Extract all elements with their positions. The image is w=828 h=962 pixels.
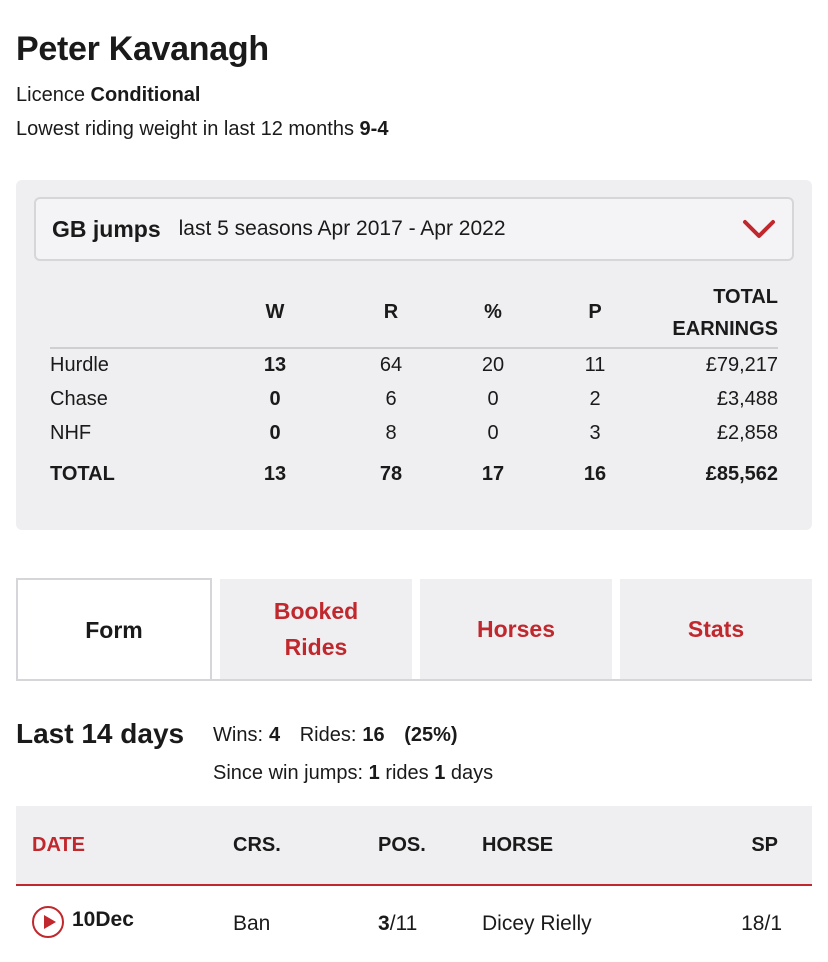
row-rides: 6 (385, 387, 397, 410)
row-percent: 20 (481, 354, 505, 376)
row-places: 11 (584, 354, 606, 376)
days-word: days (450, 762, 494, 784)
form-date: 10Dec (72, 908, 134, 931)
stats-row-hurdle (50, 348, 778, 382)
form-position (378, 912, 417, 936)
since-win-summary (213, 762, 493, 785)
selector-period: last 5 seasons Apr 2017 - Apr 2022 (178, 217, 506, 240)
col-position[interactable]: POS. (378, 834, 426, 856)
row-earnings: £3,488 (716, 387, 778, 410)
row-type: NHF (50, 421, 92, 444)
section-title: Last 14 days (16, 718, 185, 749)
row-places: 2 (589, 387, 601, 410)
stats-row-chase (50, 382, 778, 416)
wins-value: 4 (269, 724, 281, 746)
col-sp[interactable]: SP (751, 834, 778, 856)
total-rides: 78 (379, 462, 403, 485)
rides-word: rides (385, 762, 429, 784)
form-horse[interactable]: Dicey Rielly (482, 912, 592, 935)
col-date[interactable]: DATE (32, 834, 85, 856)
row-percent: 0 (487, 421, 499, 444)
row-wins: 13 (263, 354, 287, 376)
rides-value: 16 (362, 724, 385, 746)
jockey-name: Peter Kavanagh (16, 30, 269, 68)
weight-label: Lowest riding weight in last 12 months (16, 118, 354, 140)
row-wins: 0 (269, 387, 281, 410)
total-wins: 13 (263, 462, 287, 485)
win-percent: (25%) (404, 724, 458, 746)
total-earnings: £85,562 (705, 462, 778, 485)
row-places: 3 (589, 421, 601, 444)
row-wins: 0 (269, 421, 281, 444)
row-rides: 64 (379, 354, 403, 376)
licence-label: Licence (16, 84, 85, 106)
tab-bar (16, 578, 812, 680)
play-icon[interactable] (32, 906, 64, 938)
row-rides: 8 (385, 421, 397, 444)
col-horse[interactable]: HORSE (482, 834, 554, 856)
chevron-down-icon[interactable] (742, 217, 776, 241)
stats-header-rides: R (340, 278, 442, 348)
stats-header-earnings (646, 278, 778, 348)
earnings-header-line1: TOTAL (713, 285, 778, 308)
since-days-value: 1 (434, 762, 446, 784)
tab-stats[interactable]: Stats (620, 579, 812, 679)
form-sp: 18/1 (741, 912, 782, 935)
stats-header-percent: % (442, 278, 544, 348)
rides-label: Rides: (299, 724, 357, 746)
stats-table (50, 278, 778, 498)
stats-header-row (50, 278, 778, 348)
weight-line (16, 118, 388, 141)
since-rides-value: 1 (368, 762, 380, 784)
total-label: TOTAL (50, 462, 115, 485)
tab-horses[interactable]: Horses (420, 579, 612, 679)
stats-header-type (50, 278, 210, 348)
form-runners: /11 (389, 912, 418, 935)
form-row[interactable] (16, 888, 812, 962)
form-pos-value: 3 (378, 912, 390, 935)
wins-label: Wins: (213, 724, 263, 746)
total-percent: 17 (481, 462, 505, 485)
tab-booked-rides[interactable] (220, 579, 412, 679)
selector-code: GB jumps (52, 215, 161, 242)
tab-form[interactable]: Form (16, 578, 212, 680)
row-earnings: £79,217 (705, 354, 778, 376)
licence-value: Conditional (90, 84, 201, 106)
tab-divider (16, 679, 812, 681)
stats-row-nhf (50, 416, 778, 450)
earnings-header-line2: EARNINGS (672, 317, 778, 340)
tab-booked-rides-label: Booked Rides (273, 598, 359, 660)
stats-header-places: P (544, 278, 646, 348)
recent-summary (213, 724, 464, 747)
stats-row-total (50, 450, 778, 498)
stats-header-wins: W (210, 278, 340, 348)
weight-value: 9-4 (359, 118, 389, 140)
form-table-header (16, 806, 812, 886)
row-earnings: £2,858 (716, 421, 778, 444)
stats-panel (16, 180, 812, 530)
season-selector[interactable] (34, 197, 794, 261)
row-percent: 0 (487, 387, 499, 410)
col-course[interactable]: CRS. (233, 834, 281, 856)
total-places: 16 (583, 462, 607, 485)
licence-line (16, 84, 200, 107)
row-type: Hurdle (50, 354, 109, 376)
form-course[interactable]: Ban (233, 912, 271, 935)
row-type: Chase (50, 387, 108, 410)
since-label: Since win jumps: (213, 762, 364, 784)
